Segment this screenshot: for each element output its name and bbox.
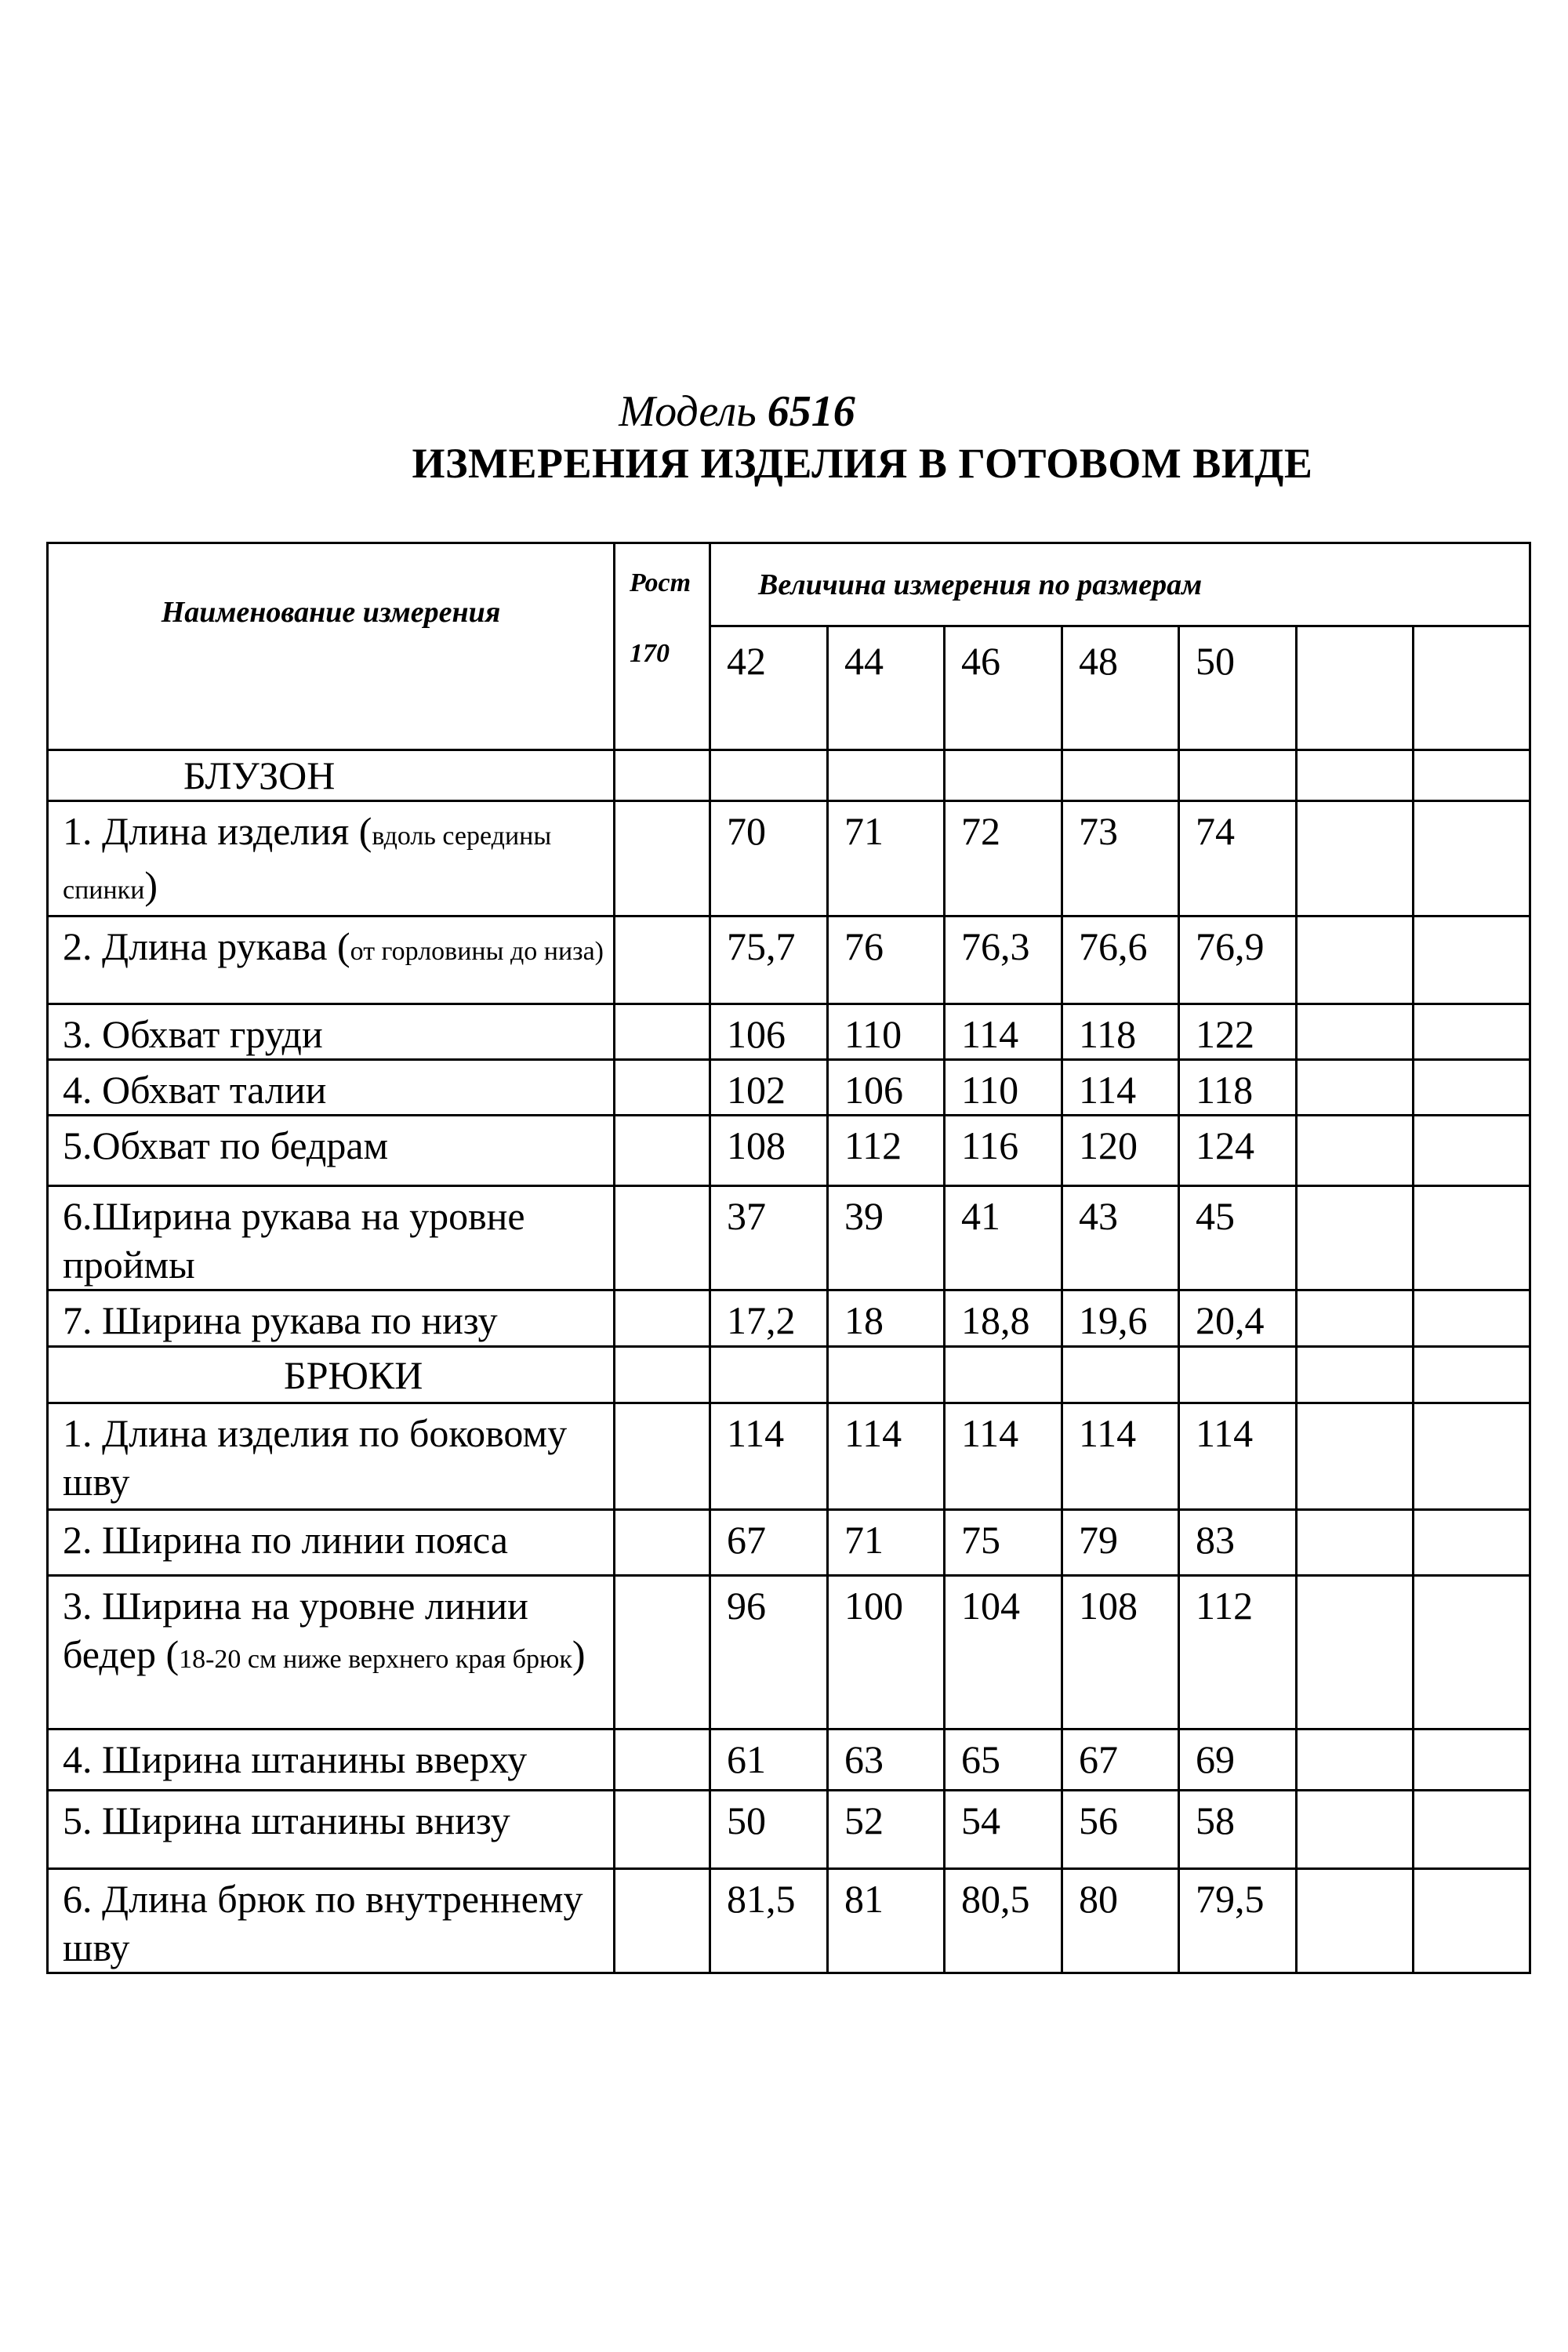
value-cell: 106 bbox=[710, 1004, 828, 1060]
measurement-label-main: 2. Ширина по линии пояса bbox=[63, 1518, 508, 1562]
value-cell bbox=[1297, 1186, 1414, 1290]
size-cell bbox=[1414, 626, 1530, 750]
value-cell: 39 bbox=[828, 1186, 945, 1290]
measurement-row bbox=[48, 1403, 1530, 1510]
value-cell: 56 bbox=[1062, 1791, 1179, 1869]
size-cell: 46 bbox=[945, 626, 1062, 750]
rost-cell bbox=[615, 1403, 710, 1510]
value-cell: 114 bbox=[945, 1004, 1062, 1060]
empty-cell bbox=[615, 1347, 710, 1403]
rost-cell bbox=[615, 801, 710, 916]
rost-column-header bbox=[615, 543, 710, 750]
rost-cell bbox=[615, 1791, 710, 1869]
value-cell: 114 bbox=[828, 1403, 945, 1510]
rost-cell bbox=[615, 1290, 710, 1347]
value-cell: 112 bbox=[828, 1116, 945, 1186]
value-cell: 81 bbox=[828, 1869, 945, 1973]
value-cell: 75 bbox=[945, 1510, 1062, 1576]
value-cell bbox=[1297, 1403, 1414, 1510]
value-cell bbox=[1414, 801, 1530, 916]
measurement-row bbox=[48, 916, 1530, 1004]
value-cell: 116 bbox=[945, 1116, 1062, 1186]
value-cell: 112 bbox=[1179, 1576, 1297, 1730]
value-cell: 100 bbox=[828, 1576, 945, 1730]
value-cell: 58 bbox=[1179, 1791, 1297, 1869]
measurement-label bbox=[48, 1791, 615, 1869]
value-cell: 41 bbox=[945, 1186, 1062, 1290]
value-cell: 76,9 bbox=[1179, 916, 1297, 1004]
value-cell: 54 bbox=[945, 1791, 1062, 1869]
measurement-row bbox=[48, 1060, 1530, 1116]
measurement-row bbox=[48, 1730, 1530, 1791]
value-cell: 81,5 bbox=[710, 1869, 828, 1973]
empty-cell bbox=[828, 750, 945, 801]
table-body bbox=[48, 543, 1530, 1973]
measurement-label bbox=[48, 1869, 615, 1973]
value-cell: 76,6 bbox=[1062, 916, 1179, 1004]
value-cell: 118 bbox=[1062, 1004, 1179, 1060]
measurement-label bbox=[48, 1730, 615, 1791]
value-cell: 45 bbox=[1179, 1186, 1297, 1290]
measurement-label bbox=[48, 916, 615, 1004]
measurement-row bbox=[48, 1290, 1530, 1347]
rost-cell bbox=[615, 1004, 710, 1060]
value-cell: 63 bbox=[828, 1730, 945, 1791]
rost-cell bbox=[615, 1116, 710, 1186]
value-cell: 76,3 bbox=[945, 916, 1062, 1004]
value-cell: 75,7 bbox=[710, 916, 828, 1004]
measurement-label-main: 5. Ширина штанины внизу bbox=[63, 1798, 510, 1842]
value-cell bbox=[1414, 1186, 1530, 1290]
rost-cell bbox=[615, 1186, 710, 1290]
rost-cell bbox=[615, 1576, 710, 1730]
value-cell: 124 bbox=[1179, 1116, 1297, 1186]
rost-cell bbox=[615, 1730, 710, 1791]
measurement-label-main: 4. Обхват талии bbox=[63, 1068, 327, 1112]
value-cell: 114 bbox=[1179, 1403, 1297, 1510]
value-cell: 83 bbox=[1179, 1510, 1297, 1576]
value-cell: 79,5 bbox=[1179, 1869, 1297, 1973]
value-cell: 102 bbox=[710, 1060, 828, 1116]
value-cell: 69 bbox=[1179, 1730, 1297, 1791]
value-cell: 19,6 bbox=[1062, 1290, 1179, 1347]
value-cell bbox=[1414, 1060, 1530, 1116]
value-cell: 96 bbox=[710, 1576, 828, 1730]
value-cell bbox=[1297, 1290, 1414, 1347]
name-column-header: Наименование измерения bbox=[48, 543, 615, 750]
value-cell: 20,4 bbox=[1179, 1290, 1297, 1347]
empty-cell bbox=[1062, 750, 1179, 801]
rost-cell bbox=[615, 1510, 710, 1576]
measurement-label-main: 3. Ширина на уровне линии бедер ( bbox=[63, 1584, 528, 1676]
value-cell: 114 bbox=[710, 1403, 828, 1510]
measurement-label-main: 5.Обхват по бедрам bbox=[63, 1123, 389, 1167]
measurement-label-main: 1. Длина изделия по боковому шву bbox=[63, 1411, 568, 1504]
measurement-label-tail: ) bbox=[144, 863, 158, 907]
value-cell bbox=[1297, 1116, 1414, 1186]
measurement-label-main: 3. Обхват груди bbox=[63, 1012, 323, 1056]
empty-cell bbox=[1062, 1347, 1179, 1403]
measurement-label bbox=[48, 1510, 615, 1576]
empty-cell bbox=[710, 1347, 828, 1403]
empty-cell bbox=[945, 750, 1062, 801]
model-number: 6516 bbox=[767, 387, 855, 436]
size-cell: 48 bbox=[1062, 626, 1179, 750]
empty-cell bbox=[1297, 1347, 1414, 1403]
empty-cell bbox=[1179, 1347, 1297, 1403]
value-cell: 67 bbox=[710, 1510, 828, 1576]
section-title: БРЮКИ bbox=[48, 1347, 615, 1403]
value-cell: 61 bbox=[710, 1730, 828, 1791]
measurement-row bbox=[48, 1576, 1530, 1730]
measurement-table bbox=[46, 542, 1531, 1974]
value-cell: 52 bbox=[828, 1791, 945, 1869]
measurement-row bbox=[48, 801, 1530, 916]
value-cell: 114 bbox=[945, 1403, 1062, 1510]
size-cell: 44 bbox=[828, 626, 945, 750]
size-cell bbox=[1297, 626, 1414, 750]
value-cell: 106 bbox=[828, 1060, 945, 1116]
size-cell: 50 bbox=[1179, 626, 1297, 750]
header-row bbox=[48, 543, 1530, 626]
values-column-header: Величина измерения по размерам bbox=[710, 543, 1530, 626]
value-cell: 72 bbox=[945, 801, 1062, 916]
value-cell: 43 bbox=[1062, 1186, 1179, 1290]
value-cell: 114 bbox=[1062, 1060, 1179, 1116]
measurement-label bbox=[48, 801, 615, 916]
value-cell: 71 bbox=[828, 1510, 945, 1576]
empty-cell bbox=[1297, 750, 1414, 801]
value-cell bbox=[1414, 1510, 1530, 1576]
measurement-label bbox=[48, 1060, 615, 1116]
value-cell: 71 bbox=[828, 801, 945, 916]
measurement-label-main: 6. Длина брюк по внутреннему шву bbox=[63, 1877, 583, 1969]
measurement-label-main: 1. Длина изделия ( bbox=[63, 809, 372, 853]
measurement-label-main: 2. Длина рукава ( bbox=[63, 924, 350, 968]
measurement-row bbox=[48, 1004, 1530, 1060]
value-cell: 65 bbox=[945, 1730, 1062, 1791]
value-cell: 37 bbox=[710, 1186, 828, 1290]
rost-cell bbox=[615, 1869, 710, 1973]
value-cell: 79 bbox=[1062, 1510, 1179, 1576]
measurement-label-note: от горловины до низа) bbox=[350, 937, 604, 966]
value-cell: 114 bbox=[1062, 1403, 1179, 1510]
section-title: БЛУЗОН bbox=[48, 750, 615, 801]
rost-value: 170 bbox=[630, 639, 670, 668]
empty-cell bbox=[828, 1347, 945, 1403]
value-cell bbox=[1297, 1791, 1414, 1869]
value-cell bbox=[1414, 1403, 1530, 1510]
value-cell bbox=[1297, 1576, 1414, 1730]
value-cell: 110 bbox=[945, 1060, 1062, 1116]
empty-cell bbox=[710, 750, 828, 801]
rost-cell bbox=[615, 1060, 710, 1116]
value-cell bbox=[1414, 1791, 1530, 1869]
section-row bbox=[48, 1347, 1530, 1403]
empty-cell bbox=[615, 750, 710, 801]
value-cell bbox=[1297, 1730, 1414, 1791]
value-cell bbox=[1297, 1004, 1414, 1060]
empty-cell bbox=[945, 1347, 1062, 1403]
empty-cell bbox=[1414, 1347, 1530, 1403]
measurement-label bbox=[48, 1186, 615, 1290]
value-cell bbox=[1414, 1576, 1530, 1730]
model-line bbox=[0, 384, 1521, 439]
rost-cell bbox=[615, 916, 710, 1004]
rost-label: Рост bbox=[630, 568, 691, 597]
measurement-label-main: 7. Ширина рукава по низу bbox=[63, 1298, 498, 1342]
value-cell bbox=[1414, 1290, 1530, 1347]
value-cell bbox=[1297, 916, 1414, 1004]
value-cell: 108 bbox=[710, 1116, 828, 1186]
section-row bbox=[48, 750, 1530, 801]
value-cell: 118 bbox=[1179, 1060, 1297, 1116]
value-cell: 73 bbox=[1062, 801, 1179, 916]
measurement-label-main: 6.Ширина рукава на уровне проймы bbox=[63, 1194, 525, 1287]
measurement-label bbox=[48, 1004, 615, 1060]
measurement-label-note: 18-20 см ниже верхнего края брюк bbox=[179, 1645, 572, 1674]
measurement-label-note: вдоль середины спинки bbox=[63, 822, 552, 905]
value-cell: 120 bbox=[1062, 1116, 1179, 1186]
value-cell: 17,2 bbox=[710, 1290, 828, 1347]
value-cell: 18,8 bbox=[945, 1290, 1062, 1347]
measurement-row bbox=[48, 1791, 1530, 1869]
measurement-label bbox=[48, 1576, 615, 1730]
document-title: ИЗМЕРЕНИЯ ИЗДЕЛИЯ В ГОТОВОМ ВИДЕ bbox=[412, 440, 1313, 487]
measurement-label-tail: ) bbox=[572, 1632, 586, 1676]
measurement-row bbox=[48, 1186, 1530, 1290]
value-cell bbox=[1297, 1510, 1414, 1576]
value-cell: 18 bbox=[828, 1290, 945, 1347]
measurement-row bbox=[48, 1116, 1530, 1186]
value-cell: 70 bbox=[710, 801, 828, 916]
empty-cell bbox=[1414, 750, 1530, 801]
measurement-label-main: 4. Ширина штанины вверху bbox=[63, 1737, 528, 1781]
value-cell bbox=[1414, 1004, 1530, 1060]
value-cell bbox=[1414, 916, 1530, 1004]
value-cell: 50 bbox=[710, 1791, 828, 1869]
empty-cell bbox=[1179, 750, 1297, 801]
value-cell: 108 bbox=[1062, 1576, 1179, 1730]
value-cell: 80 bbox=[1062, 1869, 1179, 1973]
value-cell: 110 bbox=[828, 1004, 945, 1060]
value-cell: 122 bbox=[1179, 1004, 1297, 1060]
measurement-label bbox=[48, 1116, 615, 1186]
model-label: Модель bbox=[619, 387, 757, 436]
value-cell: 76 bbox=[828, 916, 945, 1004]
value-cell bbox=[1297, 801, 1414, 916]
value-cell: 104 bbox=[945, 1576, 1062, 1730]
value-cell bbox=[1414, 1116, 1530, 1186]
value-cell: 67 bbox=[1062, 1730, 1179, 1791]
value-cell bbox=[1297, 1060, 1414, 1116]
value-cell bbox=[1297, 1869, 1414, 1973]
size-cell: 42 bbox=[710, 626, 828, 750]
value-cell: 80,5 bbox=[945, 1869, 1062, 1973]
measurement-label bbox=[48, 1290, 615, 1347]
measurement-row bbox=[48, 1510, 1530, 1576]
measurement-label bbox=[48, 1403, 615, 1510]
value-cell: 74 bbox=[1179, 801, 1297, 916]
value-cell bbox=[1414, 1869, 1530, 1973]
value-cell bbox=[1414, 1730, 1530, 1791]
measurement-row bbox=[48, 1869, 1530, 1973]
